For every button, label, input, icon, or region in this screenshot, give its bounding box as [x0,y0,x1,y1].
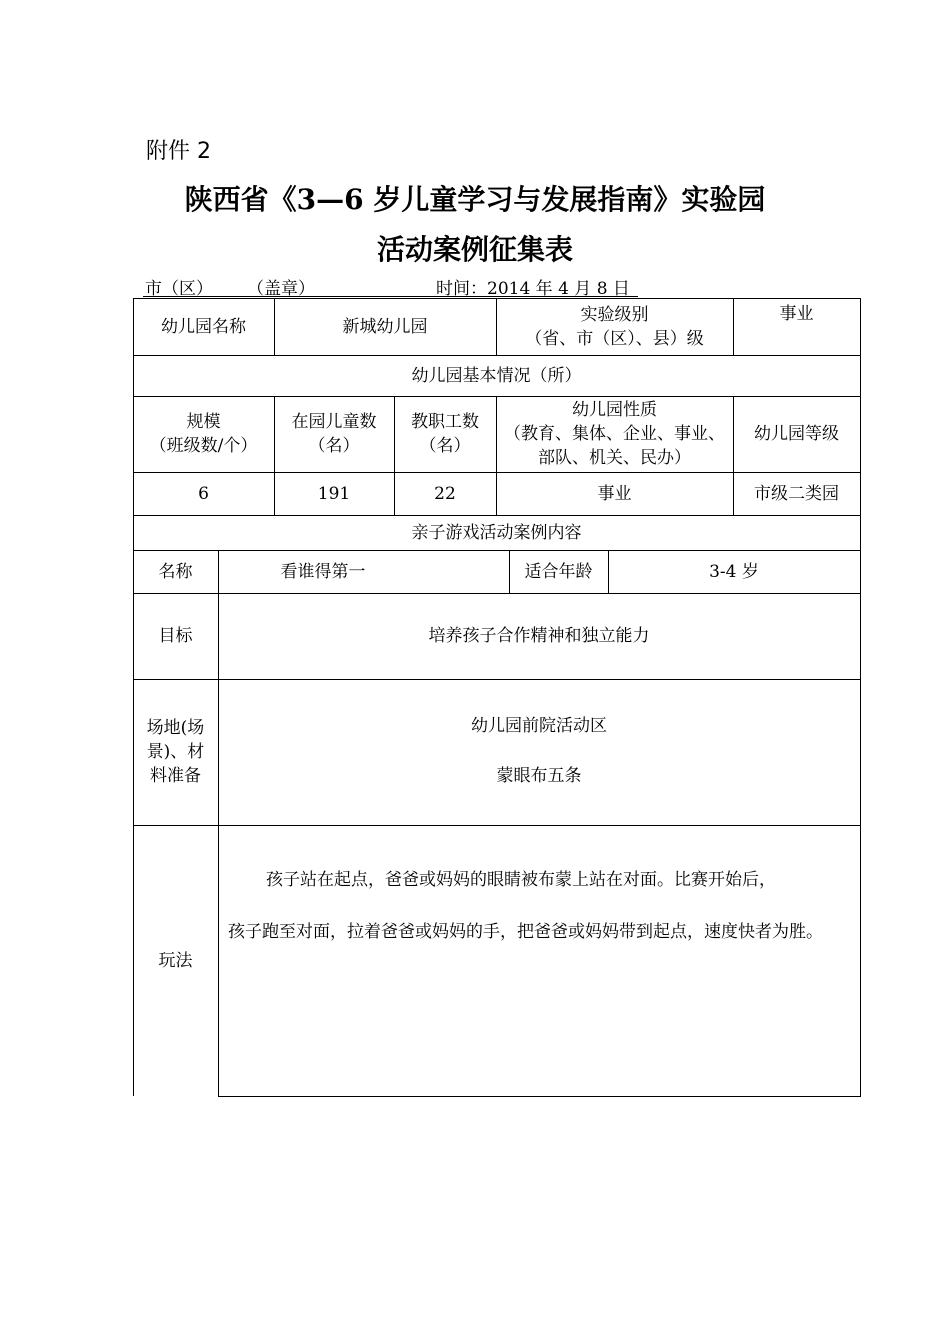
header-line: 规模 [186,412,221,432]
seal-label: （盖章） [247,279,315,299]
level-label-line: （省、市（区）、县）级 [525,328,704,349]
play-paragraph: 孩子站在起点，爸爸或妈妈的眼睛被布蒙上站在对面。比赛开始后， [266,870,776,890]
page-title: 陕西省《3—6 岁儿童学习与发展指南》实验园 [184,183,766,216]
meta-underline [143,296,638,297]
venue-location: 幼儿园前院活动区 [471,716,607,736]
basic-info-header: 幼儿园基本情况（所） [411,365,582,386]
kindergarten-name-value: 新城幼儿园 [342,316,428,337]
activity-header: 亲子游戏活动案例内容 [411,522,582,543]
row-line [218,1096,861,1097]
children-header [274,396,394,472]
age-label: 适合年龄 [524,561,593,582]
scale-header [133,396,274,472]
col-line [860,298,861,1096]
venue-materials: 蒙眼布五条 [496,766,582,786]
header-line: 幼儿园性质 [572,400,657,420]
header-line: （班级数/个） [149,436,258,456]
nature-header [496,396,733,472]
play-paragraph: 孩子跑至对面，拉着爸爸或妈妈的手，把爸爸或妈妈带到起点，速度快者为胜。 [228,922,823,942]
children-value: 191 [317,483,351,504]
header-line: 部队、机关、民办） [538,448,691,468]
play-label: 玩法 [158,950,193,971]
venue-label [133,679,218,825]
play-description [228,868,850,944]
level-label-line: 实验级别 [580,304,649,325]
date-label: 时间：2014 年 4 月 8 日 [436,279,630,299]
row-line [133,679,861,680]
goal-label: 目标 [158,626,193,646]
level-value: 事业 [779,304,814,324]
header-line: 教职工数 [411,412,479,432]
age-value: 3-4 岁 [709,561,759,582]
goal-value: 培养孩子合作精神和独立能力 [428,626,650,646]
scale-value: 6 [198,483,209,504]
nature-value: 事业 [597,483,632,504]
level-label [496,298,733,355]
city-label: 市（区） [145,279,213,299]
venue-label-line: 景)、材 [146,742,205,762]
page-subtitle: 活动案例征集表 [376,233,573,266]
header-line: （名） [419,436,471,456]
grade-header: 幼儿园等级 [754,424,839,444]
venue-label-line: 场地(场 [146,718,205,738]
kindergarten-name-label: 幼儿园名称 [161,316,246,337]
activity-name-label: 名称 [158,561,193,582]
row-line [133,825,861,826]
header-line: （名） [308,436,360,456]
venue-label-line: 料准备 [150,766,201,786]
attachment-label: 附件 2 [146,139,211,164]
activity-name-value: 看谁得第一 [280,561,366,582]
header-line: 在园儿童数 [291,412,377,432]
grade-value: 市级二类园 [754,483,839,504]
header-line: （教育、集体、企业、事业、 [504,424,725,444]
staff-value: 22 [434,483,456,504]
staff-header [394,396,496,472]
